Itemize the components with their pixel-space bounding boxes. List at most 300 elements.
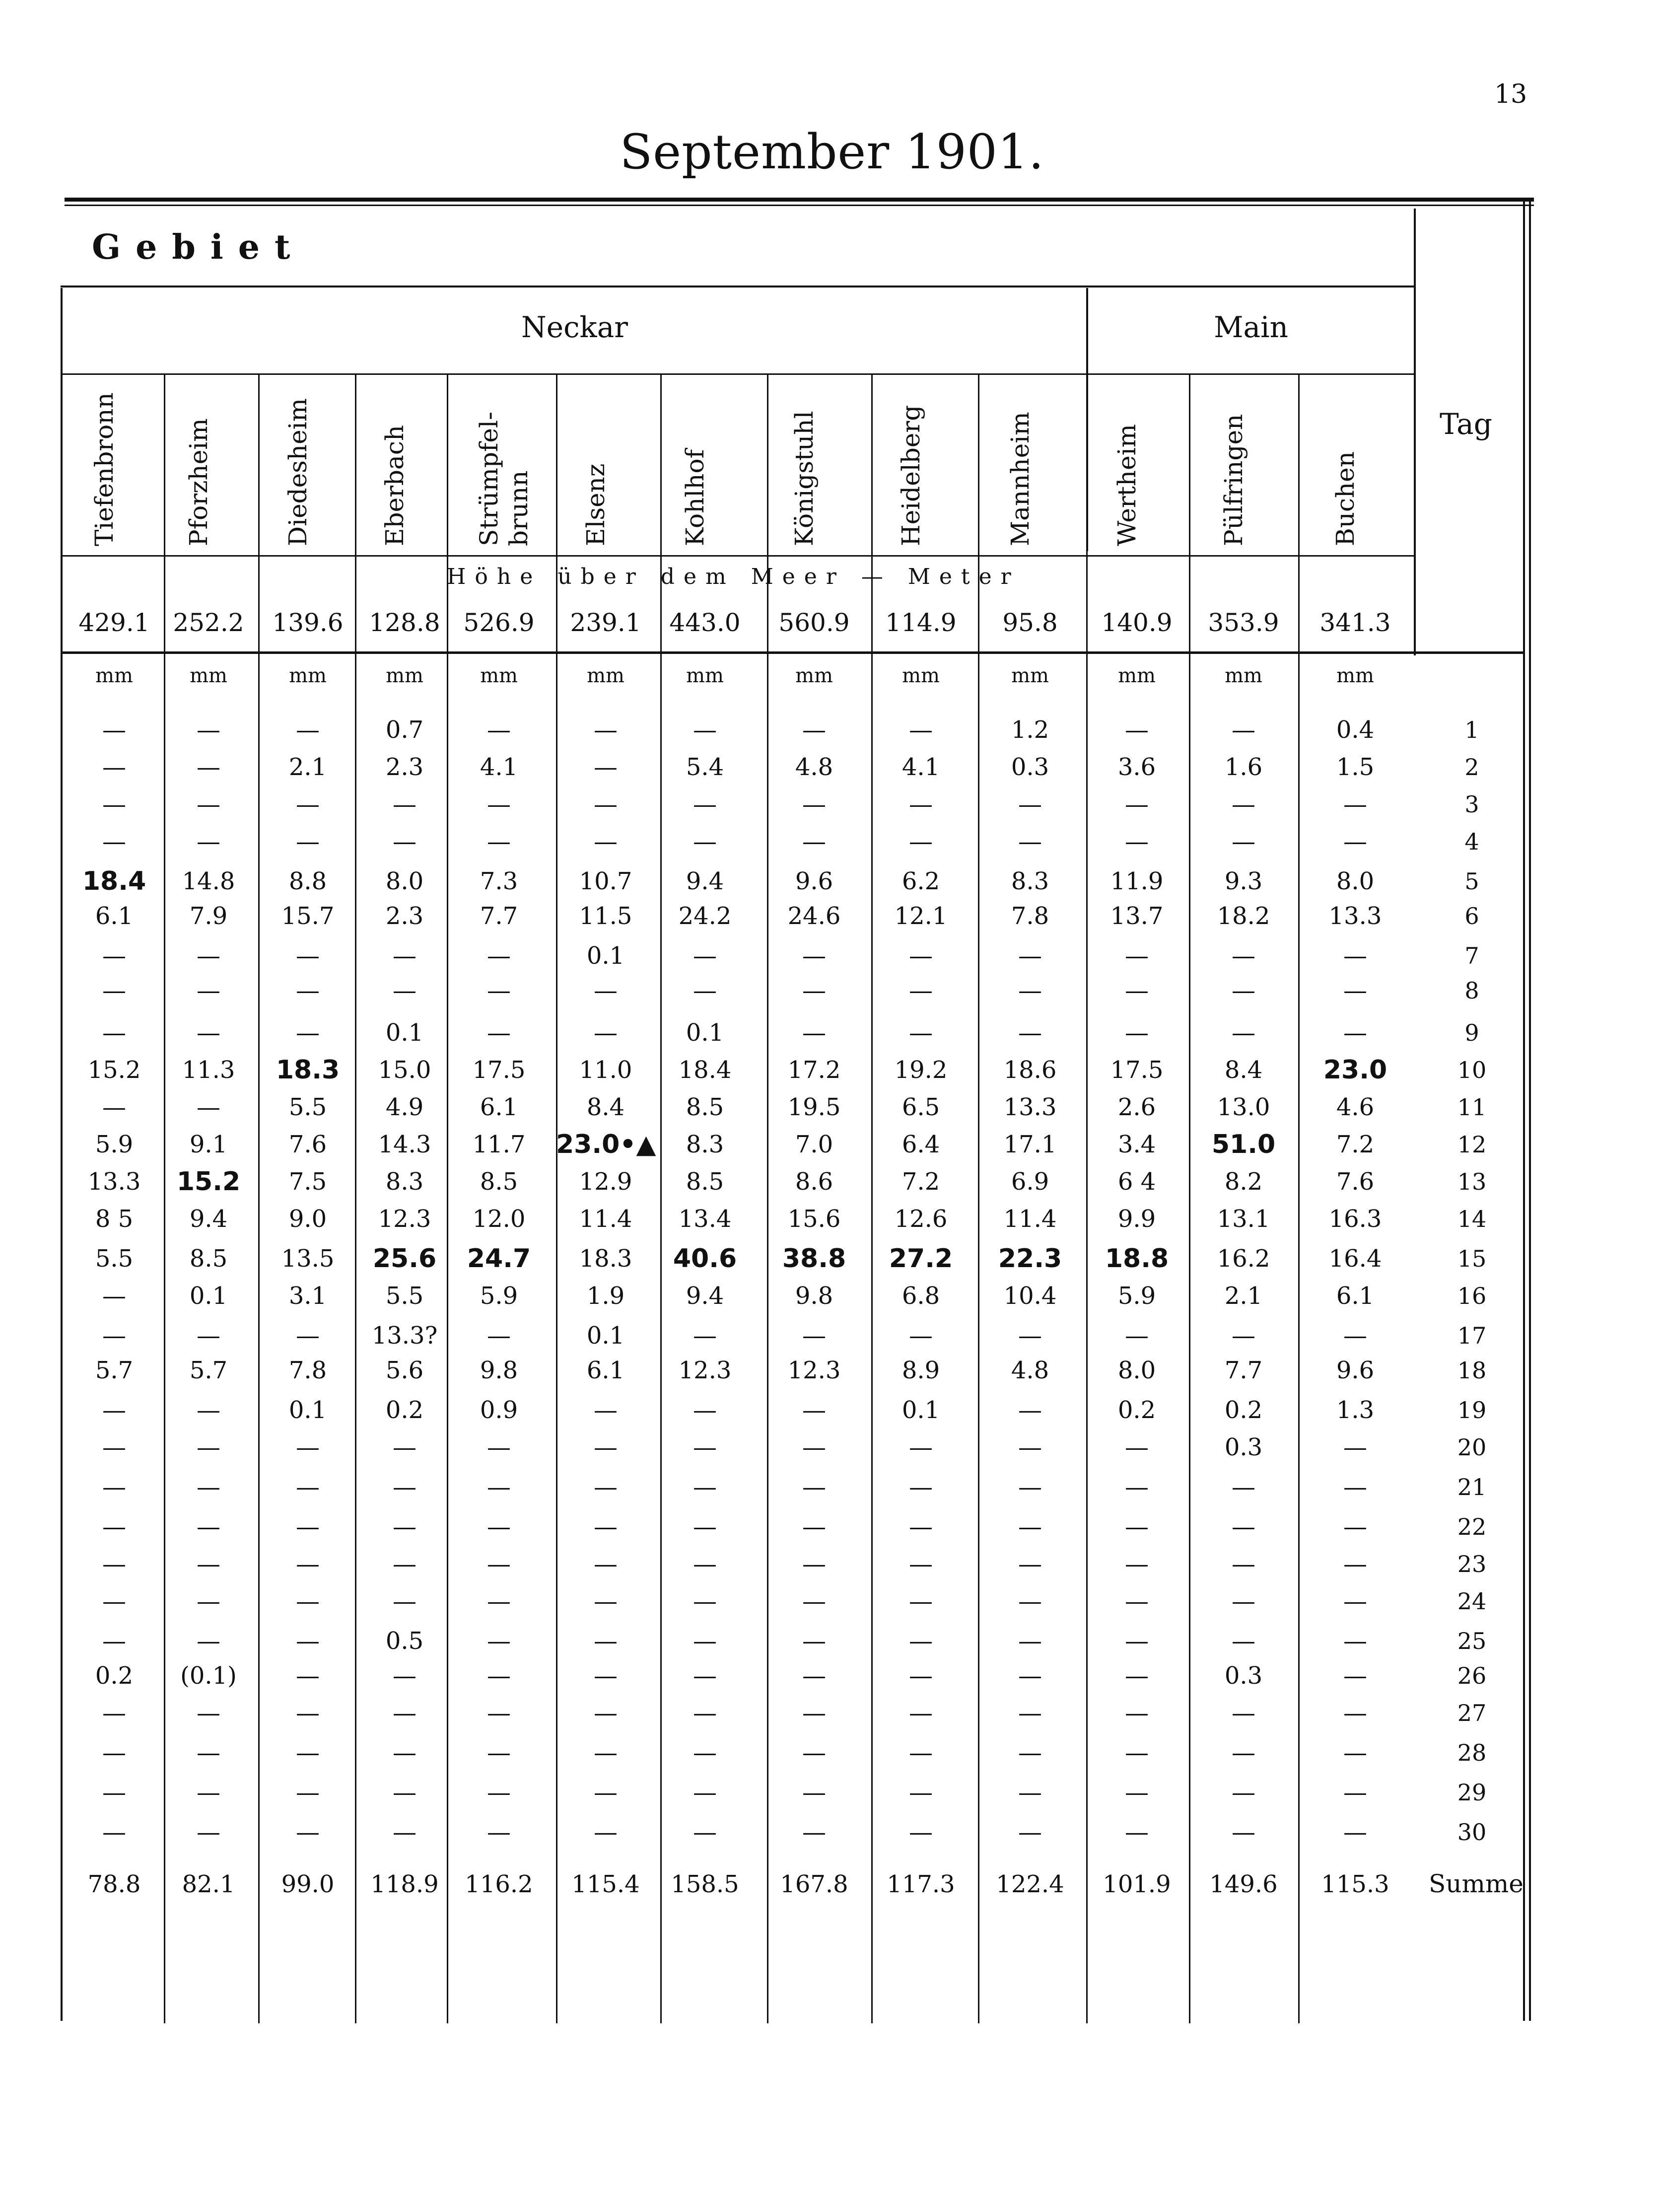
table-cell: — [693, 1739, 717, 1767]
table-cell: — [393, 1739, 416, 1767]
station-sum: 118.9 [370, 1870, 439, 1898]
table-cell: — [1018, 1473, 1042, 1501]
station-name-text: Diedesheim [283, 398, 312, 546]
table-cell: — [1125, 1019, 1149, 1047]
table-cell: 9.4 [686, 867, 724, 895]
station-elevation: 140.9 [1101, 608, 1173, 637]
table-cell: — [802, 1818, 826, 1846]
station-elevation: 95.8 [1002, 608, 1058, 637]
station-name-text: Pülfringen [1219, 414, 1248, 546]
station-sum: 158.5 [671, 1870, 739, 1898]
table-cell: — [802, 1322, 826, 1350]
table-cell: 1.6 [1224, 753, 1263, 781]
table-cell: — [197, 1019, 220, 1047]
table-cell: — [909, 1699, 933, 1727]
top-rule-thin [65, 205, 1534, 206]
table-cell: 8.0 [1336, 867, 1375, 895]
table-cell: — [1343, 1513, 1367, 1541]
table-cell: 13.5 [281, 1245, 335, 1273]
table-cell: — [802, 1587, 826, 1615]
region-label-neckar: Neckar [521, 310, 628, 344]
table-cell: — [197, 1587, 220, 1615]
table-cell: — [1018, 790, 1042, 818]
table-cell: — [102, 1779, 126, 1806]
table-cell: — [594, 1818, 618, 1846]
table-cell: 2.1 [288, 753, 327, 781]
table-cell: — [1125, 1699, 1149, 1727]
unit-label: mm [1225, 664, 1262, 687]
table-cell: — [197, 753, 220, 781]
table-cell: 6 4 [1117, 1168, 1156, 1196]
table-cell: — [1125, 1818, 1149, 1846]
table-cell: — [909, 977, 933, 1004]
table-cell: — [1125, 1662, 1149, 1690]
station-elevation: 353.9 [1208, 608, 1279, 637]
table-cell: (0.1) [180, 1662, 237, 1690]
table-cell: — [1018, 1019, 1042, 1047]
table-cell: 6.2 [901, 867, 940, 895]
table-cell: 0.2 [1117, 1396, 1156, 1424]
station-name-text: Pforzheim [184, 418, 213, 546]
table-cell: 7.3 [480, 867, 518, 895]
table-cell: — [693, 1662, 717, 1690]
station-sum: 116.2 [465, 1870, 533, 1898]
table-cell: — [1343, 828, 1367, 856]
table-cell: 7.8 [288, 1356, 327, 1384]
table-cell: — [693, 716, 717, 744]
table-cell: — [1343, 1433, 1367, 1461]
table-cell: — [393, 1818, 416, 1846]
table-cell: — [197, 1739, 220, 1767]
table-cell: — [296, 1779, 320, 1806]
table-cell: — [802, 1473, 826, 1501]
table-cell: — [1125, 1433, 1149, 1461]
table-cell: — [693, 1587, 717, 1615]
hoehe-label: Höhe über dem Meer — Meter [447, 564, 1020, 589]
table-cell: 14.3 [378, 1131, 431, 1158]
table-cell: 11.0 [579, 1056, 632, 1084]
table-cell: 12.9 [579, 1168, 632, 1196]
table-cell: — [487, 1627, 511, 1655]
station-sum: 115.4 [571, 1870, 640, 1898]
table-cell: — [1343, 1662, 1367, 1690]
table-cell: — [487, 942, 511, 970]
table-cell: 8.4 [1224, 1056, 1263, 1084]
table-cell: 8.3 [686, 1131, 724, 1158]
table-cell: — [1232, 1587, 1255, 1615]
day-number: 21 [1457, 1474, 1487, 1500]
table-cell: — [1018, 1587, 1042, 1615]
table-cell: — [102, 1473, 126, 1501]
table-cell: 5.5 [385, 1282, 424, 1310]
table-cell: 25.6 [372, 1244, 437, 1274]
table-cell: — [197, 942, 220, 970]
table-cell: — [197, 1513, 220, 1541]
table-cell: 17.1 [1003, 1131, 1057, 1158]
table-cell: — [693, 828, 717, 856]
table-cell: — [909, 1473, 933, 1501]
day-number: 4 [1464, 828, 1479, 855]
table-cell: 9.6 [1336, 1356, 1375, 1384]
table-cell: — [487, 1699, 511, 1727]
table-cell: — [296, 790, 320, 818]
table-cell: 12.3 [787, 1356, 841, 1384]
table-cell: — [693, 977, 717, 1004]
table-cell: — [909, 716, 933, 744]
day-number: 18 [1457, 1357, 1487, 1384]
table-cell: — [1125, 1627, 1149, 1655]
table-cell: — [1232, 1627, 1255, 1655]
table-cell: 0.3 [1224, 1662, 1263, 1690]
table-cell: — [296, 1662, 320, 1690]
table-cell: — [802, 716, 826, 744]
table-cell: — [102, 1019, 126, 1047]
table-cell: — [1232, 1739, 1255, 1767]
table-cell: — [1018, 1433, 1042, 1461]
table-cell: 7.7 [1224, 1356, 1263, 1384]
table-cell: — [802, 942, 826, 970]
right-border-2 [1529, 199, 1531, 2021]
table-cell: 0.2 [95, 1662, 134, 1690]
table-cell: — [909, 1019, 933, 1047]
table-cell: 11.4 [1003, 1205, 1057, 1233]
table-cell: 7.6 [288, 1131, 327, 1158]
table-cell: — [1232, 1818, 1255, 1846]
table-cell: — [487, 1662, 511, 1690]
table-cell: 0.2 [385, 1396, 424, 1424]
table-cell: 13.7 [1110, 902, 1164, 930]
station-elevation: 114.9 [885, 608, 957, 637]
table-cell: 0.3 [1011, 753, 1049, 781]
table-cell: 4.8 [1011, 1356, 1049, 1384]
table-cell: — [487, 1473, 511, 1501]
station-name-text: Heidelberg [897, 405, 925, 546]
table-cell: 1.5 [1336, 753, 1375, 781]
day-number: 30 [1457, 1819, 1487, 1846]
table-cell: 16.2 [1217, 1245, 1270, 1273]
table-cell: — [102, 790, 126, 818]
table-cell: — [1125, 1739, 1149, 1767]
table-cell: 4.1 [480, 753, 518, 781]
day-number: 20 [1457, 1434, 1487, 1461]
table-cell: 0.1 [189, 1282, 228, 1310]
table-cell: 7.2 [901, 1168, 940, 1196]
table-cell: — [487, 977, 511, 1004]
table-cell: — [296, 1550, 320, 1578]
table-cell: 0.1 [686, 1019, 724, 1047]
table-cell: — [296, 1019, 320, 1047]
station-elevation: 526.9 [463, 608, 535, 637]
table-cell: 17.5 [1110, 1056, 1164, 1084]
table-cell: — [1018, 1396, 1042, 1424]
table-cell: — [802, 1627, 826, 1655]
table-cell: — [1232, 790, 1255, 818]
table-cell: 18.2 [1217, 902, 1270, 930]
table-cell: 13.3? [371, 1322, 438, 1350]
table-cell: 0.1 [901, 1396, 940, 1424]
table-cell: — [1232, 942, 1255, 970]
station-elevation: 252.2 [173, 608, 244, 637]
table-cell: — [393, 790, 416, 818]
station-sum: 149.6 [1209, 1870, 1278, 1898]
table-cell: 13.4 [678, 1205, 732, 1233]
unit-label: mm [95, 664, 133, 687]
table-cell: 2.3 [385, 902, 424, 930]
table-cell: 11.3 [182, 1056, 235, 1084]
table-cell: — [393, 1473, 416, 1501]
table-cell: 15.2 [87, 1056, 141, 1084]
table-cell: 0.9 [480, 1396, 518, 1424]
table-cell: 18.8 [1105, 1244, 1169, 1274]
table-cell: — [393, 977, 416, 1004]
day-number: 10 [1457, 1057, 1487, 1083]
table-cell: — [909, 1662, 933, 1690]
table-cell: — [487, 1513, 511, 1541]
table-cell: — [802, 1550, 826, 1578]
station-elevation: 429.1 [78, 608, 150, 637]
table-cell: — [594, 1779, 618, 1806]
table-cell: — [296, 1322, 320, 1350]
page-number: 13 [1494, 79, 1527, 109]
table-cell: — [197, 1396, 220, 1424]
table-cell: 18.4 [82, 866, 146, 896]
station-name-text: Strümpfel- brunn [475, 412, 533, 546]
table-cell: 9.1 [189, 1131, 228, 1158]
station-sum: 122.4 [996, 1870, 1064, 1898]
station-name-text: Tiefenbronn [90, 392, 119, 546]
table-cell: — [197, 977, 220, 1004]
tag-header: Tag [1440, 407, 1492, 441]
unit-label: mm [902, 664, 940, 687]
table-cell: — [1125, 1550, 1149, 1578]
table-cell: — [393, 1699, 416, 1727]
table-cell: 8.3 [1011, 867, 1049, 895]
table-cell: 5.7 [95, 1356, 134, 1384]
table-cell: — [393, 1513, 416, 1541]
unit-label: mm [1118, 664, 1156, 687]
table-cell: 9.4 [189, 1205, 228, 1233]
left-border [61, 288, 63, 2021]
table-cell: 5.6 [385, 1356, 424, 1384]
table-cell: 40.6 [673, 1244, 737, 1274]
table-cell: 6.1 [1336, 1282, 1375, 1310]
table-cell: 12.0 [472, 1205, 526, 1233]
table-cell: — [802, 1513, 826, 1541]
table-cell: — [594, 716, 618, 744]
table-cell: 4.8 [795, 753, 833, 781]
table-cell: — [296, 977, 320, 1004]
table-cell: 15.2 [176, 1167, 241, 1197]
table-cell: — [909, 1550, 933, 1578]
table-cell: 15.0 [378, 1056, 431, 1084]
table-cell: 51.0 [1211, 1130, 1276, 1159]
day-number: 1 [1464, 716, 1479, 743]
table-cell: 12.3 [678, 1356, 732, 1384]
table-cell: — [1125, 1513, 1149, 1541]
table-cell: — [296, 716, 320, 744]
table-cell: — [1232, 1699, 1255, 1727]
table-cell: — [296, 1513, 320, 1541]
table-cell: 9.0 [288, 1205, 327, 1233]
day-number: 29 [1457, 1779, 1487, 1806]
table-cell: — [1232, 1779, 1255, 1806]
table-cell: 9.8 [795, 1282, 833, 1310]
table-cell: — [296, 1699, 320, 1727]
table-cell: — [693, 1513, 717, 1541]
table-cell: 7.2 [1336, 1131, 1375, 1158]
table-cell: — [802, 977, 826, 1004]
table-cell: 17.5 [472, 1056, 526, 1084]
table-cell: 4.6 [1336, 1093, 1375, 1121]
table-cell: 6.5 [901, 1093, 940, 1121]
table-cell: — [1232, 1513, 1255, 1541]
table-cell: 8.5 [480, 1168, 518, 1196]
table-cell: 12.1 [894, 902, 948, 930]
table-cell: — [1125, 790, 1149, 818]
table-cell: — [1343, 942, 1367, 970]
station-sum: 82.1 [182, 1870, 235, 1898]
table-cell: — [1125, 1779, 1149, 1806]
table-cell: 3.4 [1117, 1131, 1156, 1158]
table-cell: — [909, 942, 933, 970]
table-cell: 15.6 [787, 1205, 841, 1233]
table-cell: 9.3 [1224, 867, 1263, 895]
table-cell: — [802, 828, 826, 856]
table-cell: — [296, 1739, 320, 1767]
table-cell: 5.4 [686, 753, 724, 781]
table-cell: — [1018, 1699, 1042, 1727]
day-number: 28 [1457, 1739, 1487, 1766]
table-cell: 0.5 [385, 1627, 424, 1655]
table-cell: — [393, 1662, 416, 1690]
table-cell: 8.9 [901, 1356, 940, 1384]
table-cell: — [594, 1550, 618, 1578]
table-cell: — [296, 942, 320, 970]
summe-label: Summe [1429, 1869, 1524, 1898]
table-cell: — [1343, 1818, 1367, 1846]
table-cell: — [1232, 1550, 1255, 1578]
gebiet-rule [61, 285, 1414, 287]
table-cell: 10.7 [579, 867, 632, 895]
table-cell: 17.2 [787, 1056, 841, 1084]
table-cell: — [197, 1473, 220, 1501]
table-cell: — [802, 1739, 826, 1767]
table-cell: 24.2 [678, 902, 732, 930]
table-cell: — [1343, 790, 1367, 818]
table-cell: — [197, 1433, 220, 1461]
station-sum: 117.3 [887, 1870, 955, 1898]
table-cell: — [197, 1550, 220, 1578]
table-cell: — [594, 1473, 618, 1501]
table-cell: — [296, 1433, 320, 1461]
station-name-text: Wertheim [1112, 424, 1141, 546]
table-cell: 24.7 [467, 1244, 531, 1274]
table-cell: 0.1 [586, 942, 625, 970]
table-cell: 9.4 [686, 1282, 724, 1310]
table-cell: — [487, 716, 511, 744]
table-cell: — [1018, 1513, 1042, 1541]
table-cell: 8.0 [385, 867, 424, 895]
table-cell: 18.3 [579, 1245, 632, 1273]
table-cell: 38.8 [782, 1244, 846, 1274]
table-cell: — [487, 1739, 511, 1767]
station-name-text: Kohlhof [681, 449, 709, 546]
day-number: 27 [1457, 1700, 1487, 1726]
table-cell: — [102, 1282, 126, 1310]
table-cell: — [1343, 1473, 1367, 1501]
table-cell: — [693, 1322, 717, 1350]
table-cell: 11.5 [579, 902, 632, 930]
table-cell: — [802, 1779, 826, 1806]
table-cell: 2.3 [385, 753, 424, 781]
table-cell: — [594, 1433, 618, 1461]
table-cell: 8.3 [385, 1168, 424, 1196]
table-cell: — [909, 1587, 933, 1615]
table-cell: — [693, 1627, 717, 1655]
table-cell: — [594, 1627, 618, 1655]
unit-label: mm [1011, 664, 1049, 687]
table-cell: — [102, 977, 126, 1004]
table-cell: — [102, 1322, 126, 1350]
table-cell: — [1125, 716, 1149, 744]
table-cell: — [594, 1019, 618, 1047]
table-cell: 8.5 [686, 1168, 724, 1196]
table-cell: 7.6 [1336, 1168, 1375, 1196]
table-cell: — [296, 828, 320, 856]
table-cell: 13.1 [1217, 1205, 1270, 1233]
table-cell: — [102, 942, 126, 970]
table-cell: 6.9 [1011, 1168, 1049, 1196]
table-cell: — [296, 1627, 320, 1655]
table-cell: 13.3 [1328, 902, 1382, 930]
table-cell: — [594, 977, 618, 1004]
table-cell: — [197, 790, 220, 818]
table-cell: — [197, 1779, 220, 1806]
day-number: 19 [1457, 1397, 1487, 1424]
table-cell: 14.8 [182, 867, 235, 895]
table-cell: — [487, 828, 511, 856]
table-cell: — [1018, 1550, 1042, 1578]
table-cell: 19.5 [787, 1093, 841, 1121]
day-number: 3 [1464, 791, 1479, 818]
table-cell: — [393, 1779, 416, 1806]
table-cell: 2.6 [1117, 1093, 1156, 1121]
table-cell: 18.4 [678, 1056, 732, 1084]
table-cell: 12.3 [378, 1205, 431, 1233]
table-cell: 10.4 [1003, 1282, 1057, 1310]
station-elevation: 139.6 [272, 608, 344, 637]
table-cell: — [102, 1550, 126, 1578]
table-cell: — [909, 1779, 933, 1806]
table-cell: — [102, 1433, 126, 1461]
table-cell: — [1232, 716, 1255, 744]
table-cell: 6.1 [586, 1356, 625, 1384]
table-cell: — [197, 1322, 220, 1350]
table-cell: — [693, 1473, 717, 1501]
table-cell: — [594, 828, 618, 856]
day-number: 14 [1457, 1206, 1487, 1232]
table-cell: 0.2 [1224, 1396, 1263, 1424]
table-cell: — [487, 1818, 511, 1846]
table-cell: 5.5 [95, 1245, 134, 1273]
table-cell: 16.4 [1328, 1245, 1382, 1273]
table-cell: 1.9 [586, 1282, 625, 1310]
day-number: 11 [1457, 1094, 1487, 1121]
table-cell: 6.8 [901, 1282, 940, 1310]
unit-label: mm [795, 664, 833, 687]
table-cell: — [1343, 1739, 1367, 1767]
table-cell: 8.2 [1224, 1168, 1263, 1196]
